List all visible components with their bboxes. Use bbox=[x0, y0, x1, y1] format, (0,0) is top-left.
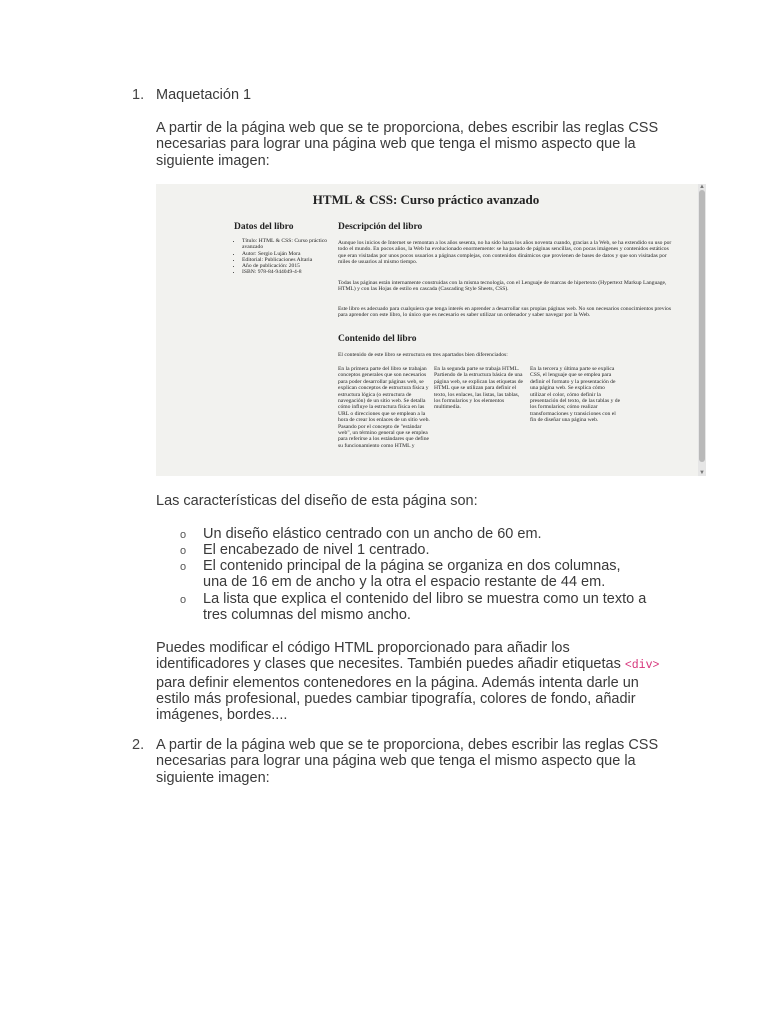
list-item: • Título: HTML & CSS: Curso práctico avanzado bbox=[242, 238, 338, 251]
screenshot-desc-paragraph: Todas las páginas están internamente construidas con la misma tecnología, con el Lenguaje de marcas de hipertexto (Hypertext Markup Language, HTML) y con las Hojas de estilo en cascada (Cascading Style Sheets, CSS). bbox=[338, 280, 667, 293]
screenshot-column-2: En la segunda parte se trabaja HTML. Partiendo de la estructura básica de una página web, se explican las etiquetas de HTML que se utilizan para definir el texto, los enlaces, las listas, las tablas, los formularios y los elementos multimedia. bbox=[434, 366, 524, 411]
feature-item: El contenido principal de la página se organiza en dos columnas, una de 16 em de ancho y la otra el espacio restante de 44 em. bbox=[203, 558, 621, 591]
note-text-before: Puedes modificar el código HTML proporcionado para añadir los identificadores y clases que necesites. También puedes añadir etiquetas bbox=[156, 640, 625, 673]
list-item: • Autor: Sergio Luján Mora bbox=[242, 251, 338, 257]
list-item: • Año de publicación: 2015 bbox=[242, 263, 338, 269]
feature-item: La lista que explica el contenido del libro se muestra como un texto a tres columnas del mismo ancho. bbox=[203, 591, 647, 624]
screenshot-content-heading: Contenido del libro bbox=[338, 334, 417, 344]
bullet-icon: o bbox=[180, 545, 187, 557]
screenshot-column-3: En la tercera y última parte se explica CSS, el lenguaje que se emplea para definir el formato y la presentación de una página web. Se explica cómo utilizar el color, cómo definir la presentación del texto, de las tablas y de los formularios; cómo realizar transformaciones y transiciones con el fin de diseñar una página web. bbox=[530, 366, 621, 424]
scroll-down-arrow-icon: ▼ bbox=[699, 470, 705, 476]
list-item: • ISBN: 978-84-944049-4-8 bbox=[242, 269, 338, 275]
list-number-2: 2. bbox=[132, 737, 145, 753]
scroll-up-arrow-icon: ▲ bbox=[699, 184, 705, 190]
screenshot-desc-heading: Descripción del libro bbox=[338, 222, 423, 232]
feature-item: El encabezado de nivel 1 centrado. bbox=[203, 542, 430, 558]
screenshot-sidebar-heading: Datos del libro bbox=[234, 222, 294, 232]
note-text-after: para definir elementos contenedores en la página. Además intenta darle un estilo más profesional, puedes cambiar tipografía, colores de fondo, añadir imágenes, bordes.... bbox=[156, 674, 639, 724]
item1-intro: A partir de la página web que se te proporciona, debes escribir las reglas CSS necesarias para lograr una página web que tenga el mismo aspecto que la siguiente imagen: bbox=[156, 120, 659, 169]
item2-intro: A partir de la página web que se te proporciona, debes escribir las reglas CSS necesarias para lograr una página web que tenga el mismo aspecto que la siguiente imagen: bbox=[156, 737, 659, 786]
feature-item: Un diseño elástico centrado con un ancho de 60 em. bbox=[203, 526, 542, 542]
inline-code: <div> bbox=[624, 659, 660, 673]
screenshot-desc-paragraph: Este libro es adecuado para cualquiera que tenga interés en aprender a desarrollar sus propias páginas web. No son necesarios conocimientos previos para aprender con este libro, lo único que es necesario es saber utilizar un ordenador y saber navegar por la Web. bbox=[338, 306, 672, 319]
features-intro: Las características del diseño de esta página son: bbox=[156, 493, 478, 509]
example-screenshot bbox=[156, 184, 706, 476]
list-item: • Editorial: Publicaciones Altaria bbox=[242, 257, 338, 263]
bullet-icon: o bbox=[180, 561, 187, 573]
screenshot-sidebar-list bbox=[234, 238, 338, 276]
bullet-icon: o bbox=[180, 594, 187, 606]
screenshot-desc-paragraph: Aunque los inicios de Internet se remontan a los años sesenta, no ha sido hasta los años noventa cuando, gracias a la Web, se ha extendido su uso por todo el mundo. En pocos años, la Web ha evolucionado enormemente: se ha pasado de páginas sencillas, con pocas imágenes y contenidos estáticos que eran visitadas por unos pocos usuarios a páginas complejas, con contenidos dinámicos que provienen de bases de datos y que son visitadas por miles de usuarios al mismo tiempo. bbox=[338, 240, 672, 266]
bullet-icon: o bbox=[180, 529, 187, 541]
screenshot-column-1: En la primera parte del libro se trabajan conceptos generales que son necesarios para poder desarrollar páginas web, se explican conceptos de estructura física y estructura lógica (o estructura de navegación) de un sitio web. Se detalla cómo influye la estructura física en las URL o direcciones que se emplean a la hora de crear los enlaces de un sitio web. Pasando por el concepto de "estándar web", un término general que se emplea para referirse a los estándares que define su funcionamiento como HTML y bbox=[338, 366, 430, 449]
screenshot-title: HTML & CSS: Curso práctico avanzado bbox=[312, 192, 540, 207]
note-paragraph bbox=[156, 640, 661, 723]
item1-title: Maquetación 1 bbox=[156, 87, 252, 103]
screenshot-content-intro: El contenido de este libro se estructura en tres apartados bien diferenciados: bbox=[338, 352, 508, 358]
screenshot-scrollbar-thumb bbox=[699, 190, 705, 462]
list-number-1: 1. bbox=[132, 87, 145, 103]
